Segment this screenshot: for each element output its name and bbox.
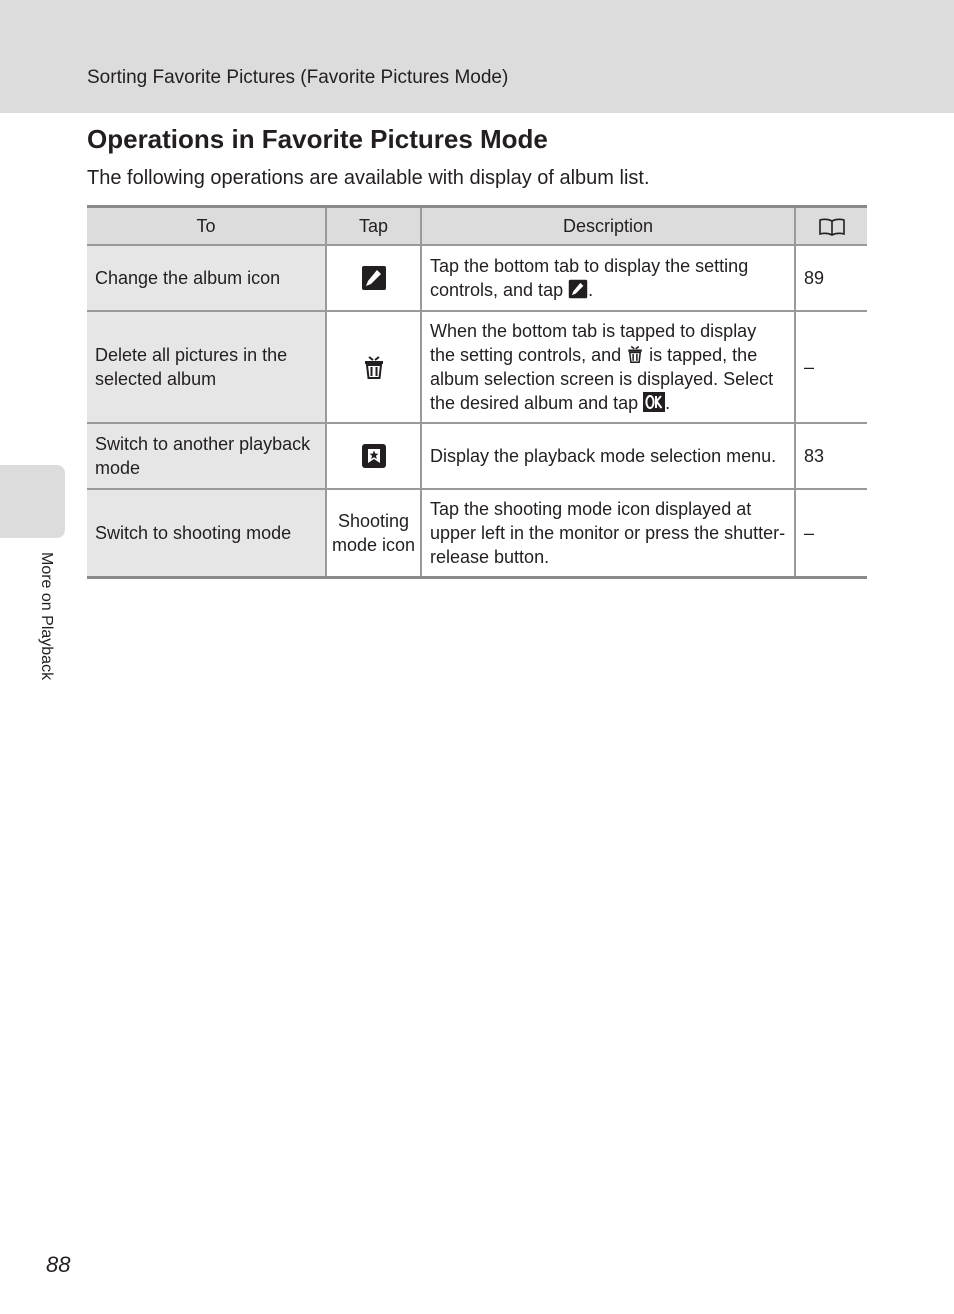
- row-page-ref: –: [795, 489, 867, 578]
- header-to: To: [87, 207, 326, 246]
- edit-album-icon: [361, 265, 387, 291]
- row-tap: [326, 311, 421, 423]
- header-tap: Tap: [326, 207, 421, 246]
- description-text-end: .: [588, 280, 594, 300]
- table-row: [87, 245, 867, 311]
- row-page-ref: 83: [795, 423, 867, 489]
- header-band: [0, 0, 954, 113]
- book-icon: [818, 217, 846, 237]
- row-to: Delete all pictures in the selected album: [87, 311, 326, 423]
- row-description: [421, 245, 795, 311]
- row-to: Switch to shooting mode: [87, 489, 326, 578]
- row-description: Tap the shooting mode icon displayed at upper left in the monitor or press the shutter-release button.: [421, 489, 795, 578]
- page-title: Operations in Favorite Pictures Mode: [87, 124, 548, 154]
- table-header-row: [87, 207, 867, 246]
- favorite-mode-icon: [361, 443, 387, 469]
- intro-text: The following operations are available with display of album list.: [87, 167, 650, 189]
- section-tab: [0, 465, 65, 538]
- row-to: Change the album icon: [87, 245, 326, 311]
- description-text: Tap the bottom tab to display the setting controls, and tap: [430, 256, 749, 300]
- row-tap: Shooting mode icon: [326, 489, 421, 578]
- description-text-end: .: [665, 393, 671, 413]
- trash-icon: [362, 354, 386, 380]
- header-description: Description: [421, 207, 795, 246]
- row-description: Display the playback mode selection menu.: [421, 423, 795, 489]
- page-number: 88: [46, 1252, 71, 1277]
- row-tap: [326, 245, 421, 311]
- trash-icon: [626, 344, 644, 364]
- edit-album-icon: [568, 279, 588, 299]
- section-label: More on Playback: [38, 552, 55, 681]
- ok-icon: [643, 392, 665, 412]
- row-tap: [326, 423, 421, 489]
- table-row: [87, 489, 867, 578]
- table-row: [87, 311, 867, 423]
- table-row: [87, 423, 867, 489]
- row-page-ref: 89: [795, 245, 867, 311]
- row-to: Switch to another playback mode: [87, 423, 326, 489]
- row-page-ref: –: [795, 311, 867, 423]
- running-head: Sorting Favorite Pictures (Favorite Pictures Mode): [87, 67, 509, 88]
- row-description: [421, 311, 795, 423]
- description-text-middle: is tapped, the album selection screen is displayed. Select the desired album and tap: [430, 345, 774, 413]
- description-text: When the bottom tab is tapped to display the setting controls, and: [430, 321, 757, 365]
- operations-table: [87, 205, 867, 579]
- header-reference: [795, 207, 867, 246]
